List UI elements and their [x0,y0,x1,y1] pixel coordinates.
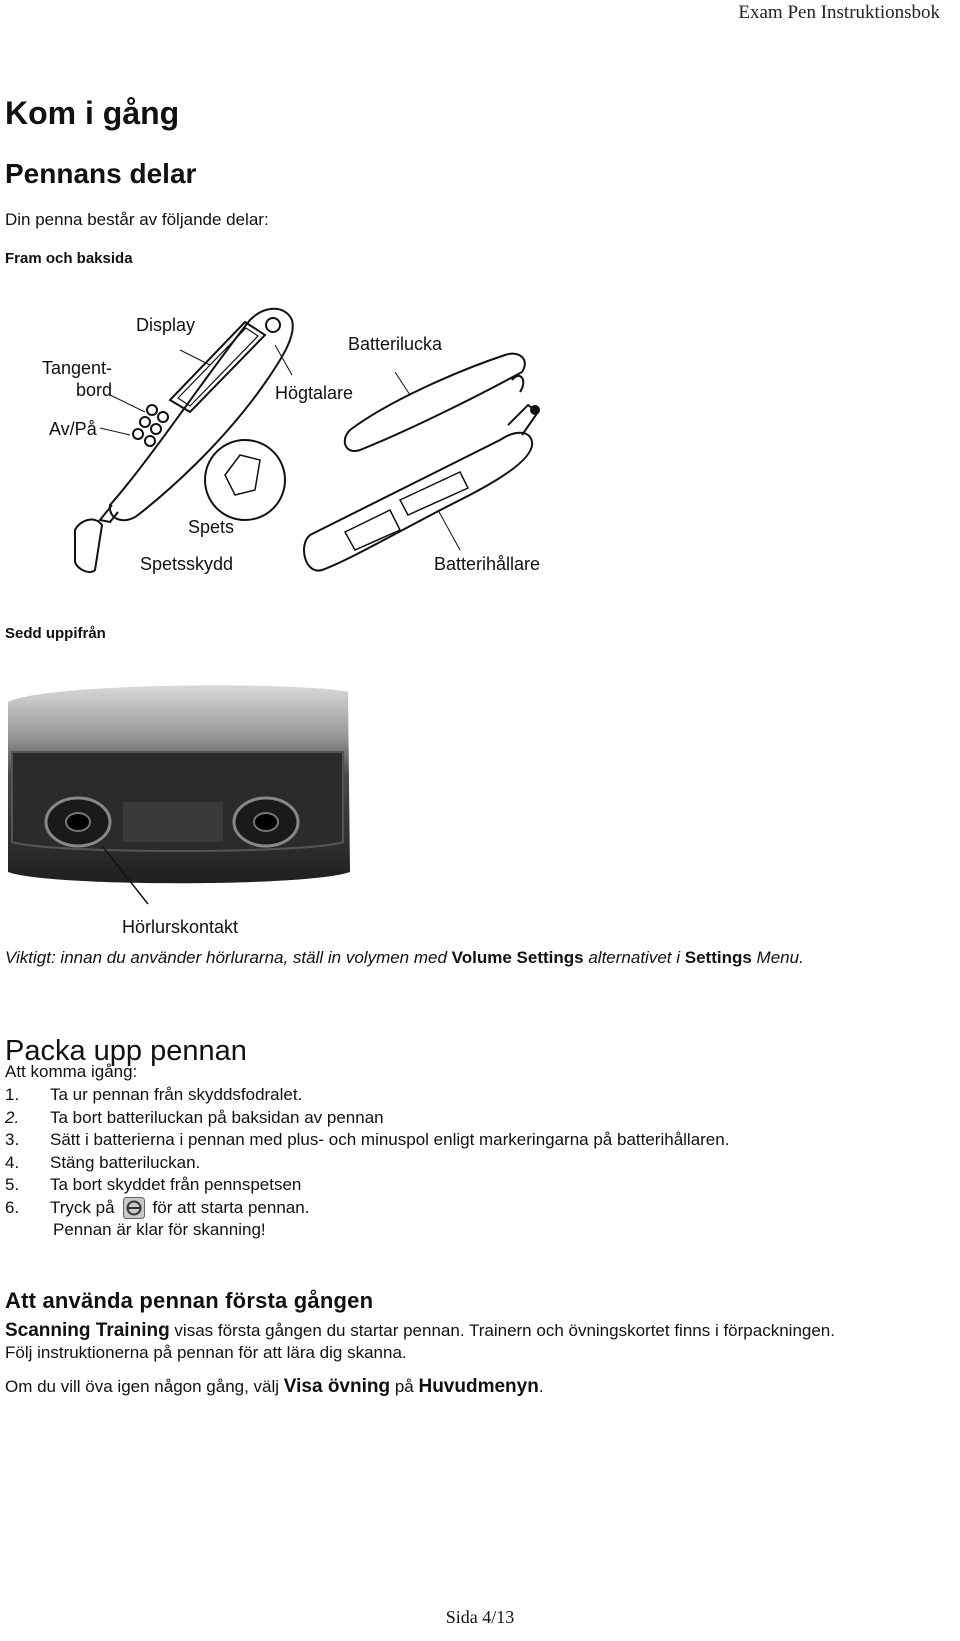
label-keyboard [36,357,112,401]
label-power: Av/På [49,419,97,439]
note-volume-settings: Volume Settings [451,948,584,967]
first-use-p2-b: på [394,1377,414,1396]
step-number: 4. [5,1152,20,1172]
step-text: Ta bort skyddet från pennspetsen [50,1175,302,1194]
note-part3: Menu. [756,948,804,967]
pen-parts-illustration [60,300,580,590]
list-item [5,1174,729,1197]
list-item [5,1152,729,1175]
list-item [5,1129,729,1152]
label-speaker: Högtalare [275,383,354,403]
first-use-p2-a: Om du vill öva igen någon gång, välj [5,1377,280,1396]
note-part1: Viktigt: innan du använder hörlurarna, ställ in volymen med [5,948,447,967]
step-text-before: Tryck på [50,1197,115,1217]
pen-top-view-photo [8,682,353,907]
step-text: Sätt i batterierna i pennan med plus- och minuspol enligt markeringarna på batterihållaren. [50,1130,730,1149]
list-item [5,1107,729,1130]
label-keyboard-line2: bord [75,380,112,400]
label-keyboard-line1: Tangent- [41,358,112,378]
first-use-p1-rest: visas första gången du startar pennan. Trainern och övningskortet finns i förpackningen. [174,1321,835,1340]
list-item [5,1197,729,1220]
first-use-heading: Att använda pennan första gången [5,1288,374,1313]
label-tip: Spets [188,517,235,537]
note-part2: alternativet i [588,948,681,967]
step-number: 6. [5,1197,20,1217]
step-number: 3. [5,1130,20,1149]
running-header: Exam Pen Instruktionsbok [738,2,940,23]
label-battery-holder: Batterihållare [434,554,541,574]
label-battery-cover: Batterilucka [348,334,443,354]
first-use-p2-c: . [538,1377,544,1396]
first-use-paragraph-2 [5,1376,955,1398]
step-number: 1. [5,1085,20,1104]
page-number: Sida 4/13 [445,1607,515,1627]
step-text: Stäng batteriluckan. [50,1152,201,1172]
headphone-note [5,948,804,968]
power-button-icon [123,1197,145,1219]
unpack-ready: Pennan är klar för skanning! [53,1220,266,1239]
label-display: Display [136,315,196,335]
visa-ovning-term: Visa övning [283,1376,391,1397]
note-settings: Settings [684,948,752,967]
step-text-after: för att starta pennan. [152,1197,310,1217]
unpack-heading: Packa upp pennan [5,1035,247,1067]
first-use-p1-line2: Följ instruktionerna på pennan för att lära dig skanna. [5,1343,407,1362]
section-title: Pennans delar [5,158,197,189]
step-text: Ta bort batteriluckan på baksidan av pennan [50,1107,384,1127]
huvudmenyn-term: Huvudmenyn [418,1376,539,1397]
list-item [5,1084,729,1107]
top-view-caption: Sedd uppifrån [5,625,106,642]
unpack-intro: Att komma igång: [5,1062,138,1081]
first-use-paragraph-1 [5,1320,955,1364]
label-headphone-jack: Hörlurskontakt [122,917,239,937]
step-number: 2. [5,1107,20,1127]
front-back-caption: Fram och baksida [5,250,133,267]
label-tip-protector: Spetsskydd [140,554,234,574]
unpack-steps [5,1084,729,1242]
step-number: 5. [5,1175,20,1194]
page-title: Kom i gång [5,95,180,131]
step-text: Ta ur pennan från skyddsfodralet. [50,1085,303,1104]
intro-text: Din penna består av följande delar: [5,210,269,229]
scanning-training-term: Scanning Training [5,1320,170,1341]
